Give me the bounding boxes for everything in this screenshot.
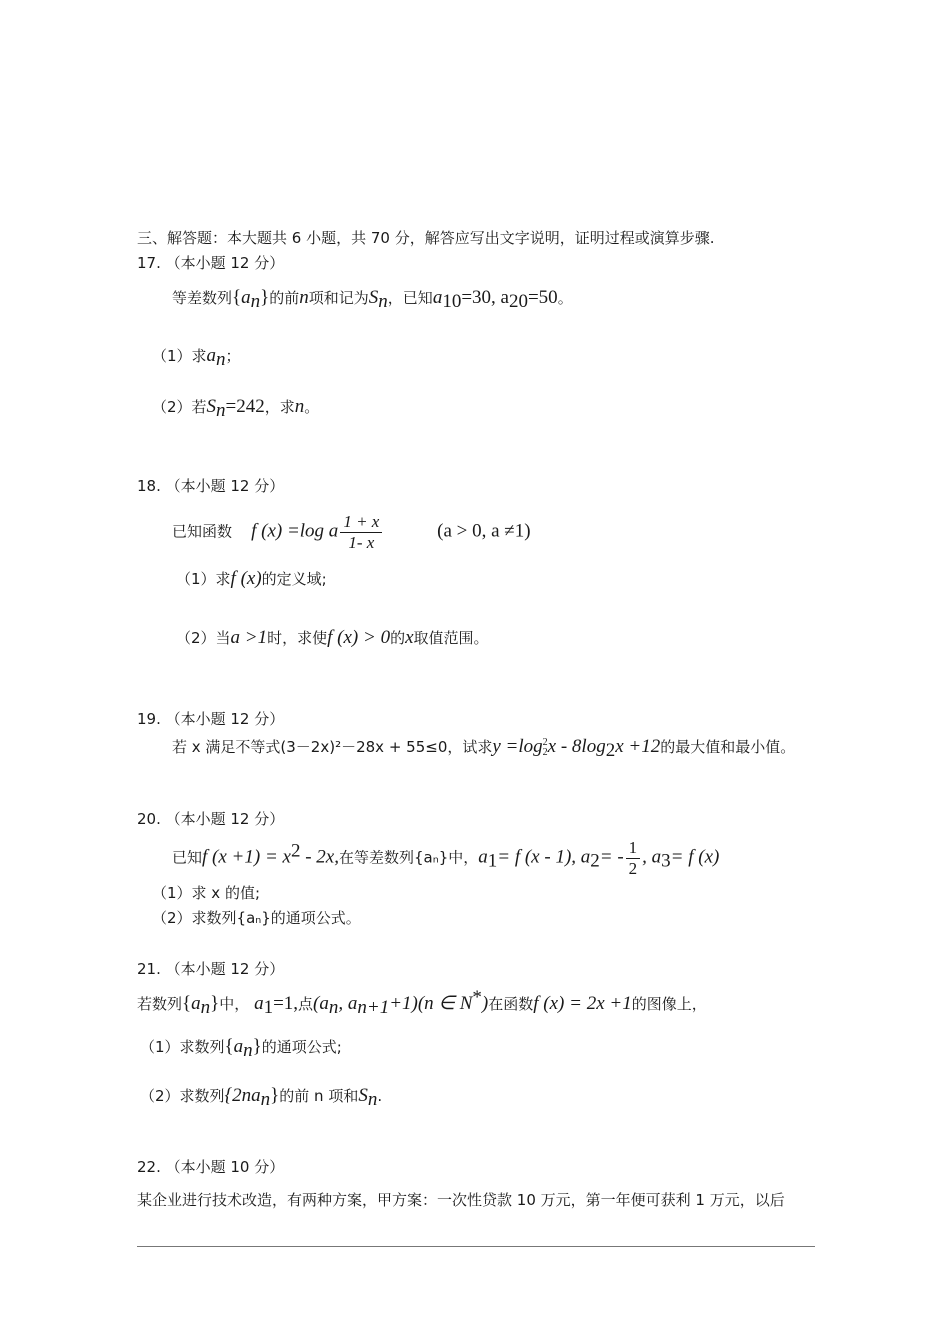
- problem-21-q1: （1）求数列$\{a_n\}$的通项公式;: [140, 1036, 342, 1061]
- problem-20-stem: 已知f $(x +1) = x^2 - 2x$,在等差数列{aₙ}中，$a_1= f$ (x - 1), $a_2=$ - $\frac{1}{2}$ , $a_3= f$ (x): [172, 838, 720, 878]
- problem-20-q1: （1）求 x 的值;: [152, 884, 261, 902]
- problem-17-q2: （2）若$S_n=242$，求n。: [152, 396, 320, 421]
- fraction: $\frac{1}{2}$: [626, 838, 641, 878]
- problem-17-stem: 等差数列$\{a_n\}$的前n项和记为$S_n$，已知$a_{10}=30$, $a_{20}=50$。: [172, 287, 573, 312]
- problem-21-stem: 若数列$\{a_n\}$中， $a_1=1$,点($a_n$, $a_{n+1}+1)(n$ ∈ N*)在函数f (x) = 2x +1的图像上，: [137, 987, 707, 1018]
- fraction: $\frac{1 + x}{1- x}$: [340, 512, 382, 552]
- problem-18-header: 18. （本小题 12 分）: [137, 477, 285, 495]
- problem-18-q1: （1）求f (x)的定义域;: [176, 568, 327, 589]
- section-header: 三、解答题：本大题共 6 小题，共 70 分，解答应写出文字说明，证明过程或演算步骤.: [137, 229, 715, 247]
- problem-18-q2: （2）当a >1时，求使f (x) > 0的x取值范围。: [176, 627, 489, 648]
- problem-17-q1: （1）求$a_n$；: [152, 345, 241, 370]
- problem-22-stem: 某企业进行技术改造，有两种方案，甲方案：一次性贷款 10 万元，第一年便可获利 1 万元，以后: [137, 1191, 785, 1209]
- problem-17-header: 17. （本小题 12 分）: [137, 254, 285, 272]
- problem-20-q2: （2）求数列{aₙ}的通项公式。: [152, 909, 361, 927]
- problem-19-header: 19. （本小题 12 分）: [137, 710, 285, 728]
- problem-22-header: 22. （本小题 10 分）: [137, 1158, 285, 1176]
- problem-21-q2: （2）求数列$\{2na_n\}$的前 n 项和$S_n$.: [140, 1085, 383, 1110]
- problem-18-stem: 已知函数 f (x) =log a $\frac{1 + x}{1- x}$ (a > 0, a ≠1): [172, 512, 531, 552]
- problem-19-stem: 若 x 满足不等式(3－2x)²－28x + 55≤0，试求y =log 2 2 $x - 8\log_2x +12$的最大值和最小值。: [172, 736, 796, 761]
- footer-divider: [137, 1246, 815, 1247]
- problem-20-header: 20. （本小题 12 分）: [137, 810, 285, 828]
- problem-21-header: 21. （本小题 12 分）: [137, 960, 285, 978]
